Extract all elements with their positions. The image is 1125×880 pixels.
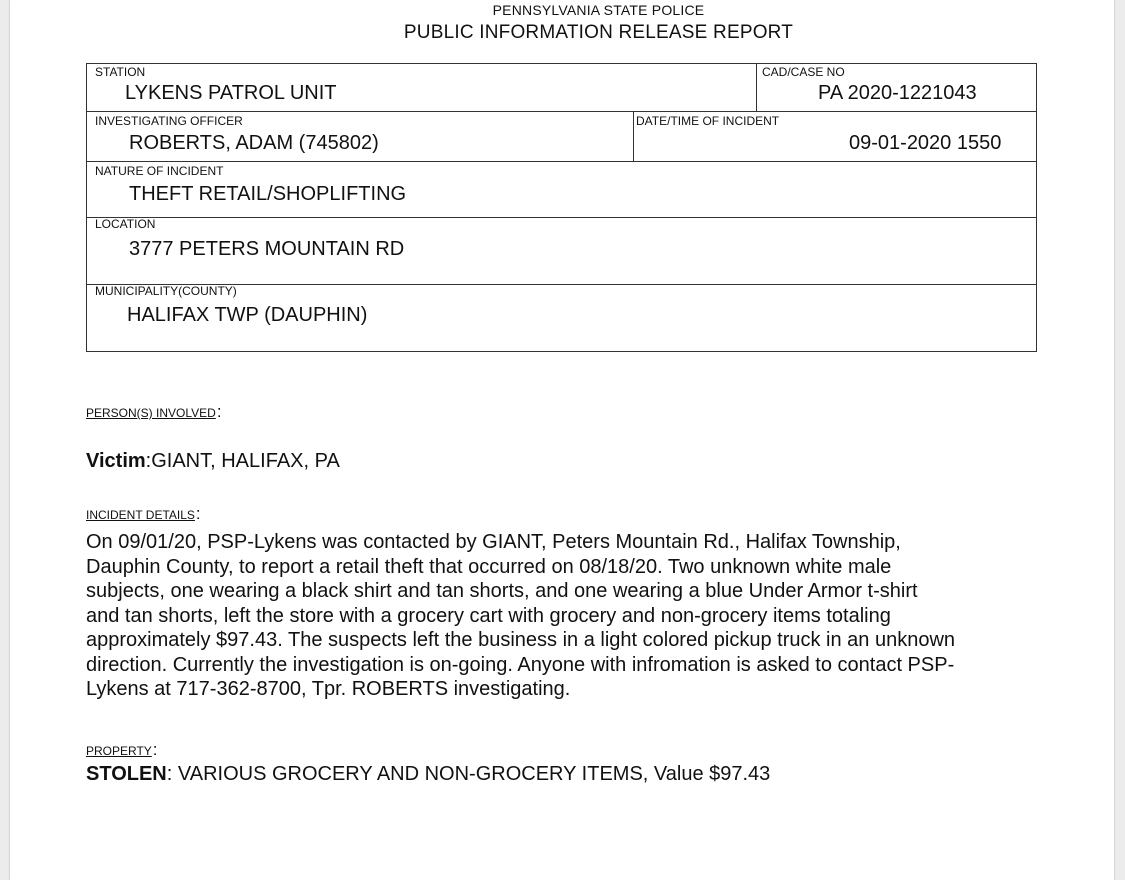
station-label: STATION [95,65,146,79]
nature-value: THEFT RETAIL/SHOPLIFTING [129,183,407,205]
stolen-label: STOLEN [86,763,167,785]
details-line: approximately $97.43. The suspects left the business in a light colored pickup truck in an unknown [86,629,956,651]
details-line: Dauphin County, to report a retail theft that occurred on 08/18/20. Two unknown white male [86,555,892,578]
column-divider [633,111,634,161]
row-divider [87,161,1036,162]
details-line: direction. Currently the investigation is on-going. Anyone with infromation is asked to contact PSP- [86,653,955,676]
victim-line [86,450,340,472]
persons-involved-label: PERSON(S) INVOLVED: [86,402,222,421]
victim-value: :GIANT, HALIFAX, PA [145,450,340,472]
details-line: subjects, one wearing a black shirt and tan shorts, and one wearing a blue Under Armor t-shirt [86,580,918,602]
location-value: 3777 PETERS MOUNTAIN RD [129,238,405,260]
row-divider [87,111,1036,112]
incident-datetime-label: DATE/TIME OF INCIDENT [636,114,780,128]
incident-datetime-value: 09-01-2020 1550 [849,132,1002,154]
report-title: PUBLIC INFORMATION RELEASE REPORT [403,22,794,43]
agency-name: PENNSYLVANIA STATE POLICE [492,2,705,18]
case-number-value: PA 2020-1221043 [818,82,977,104]
municipality-value: HALIFAX TWP (DAUPHIN) [127,304,368,326]
details-line: and tan shorts, left the store with a grocery cart with grocery and non-grocery items totaling [86,604,891,627]
nature-label: NATURE OF INCIDENT [95,164,224,178]
officer-label: INVESTIGATING OFFICER [95,114,243,128]
property-colon: : [152,740,158,759]
column-divider [756,64,757,111]
report-page [10,0,1114,880]
stolen-line [86,763,770,785]
officer-value: ROBERTS, ADAM (745802) [129,132,379,154]
incident-form-table [86,63,1037,352]
municipality-label: MUNICIPALITY(COUNTY) [95,284,237,298]
incident-details-label: INCIDENT DETAILS: [86,504,201,523]
persons-colon: : [216,402,222,421]
incident-details-text [86,530,1056,702]
details-line: Lykens at 717-362-8700, Tpr. ROBERTS investigating. [86,678,571,700]
stolen-value: : VARIOUS GROCERY AND NON-GROCERY ITEMS, Value $97.43 [166,763,771,785]
property-label: PROPERTY: [86,740,158,759]
details-colon: : [195,504,201,523]
row-divider [87,217,1036,218]
station-value: LYKENS PATROL UNIT [125,82,337,104]
location-label: LOCATION [95,217,156,231]
victim-label: Victim [86,450,146,472]
case-number-label: CAD/CASE NO [762,65,845,79]
details-line: On 09/01/20, PSP-Lykens was contacted by GIANT, Peters Mountain Rd., Halifax Township, [86,531,901,553]
